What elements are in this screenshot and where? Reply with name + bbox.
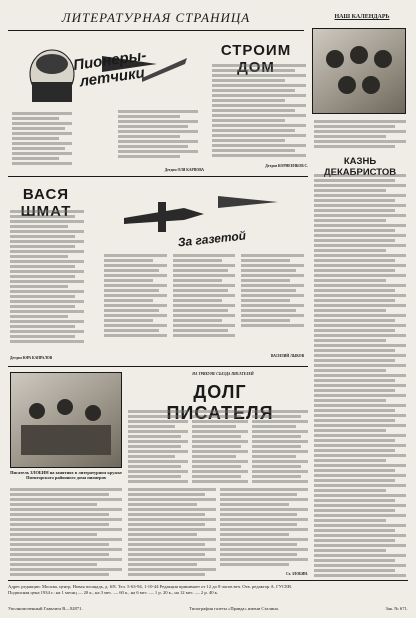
footer-imprint xyxy=(8,584,408,608)
congress-banner: НА ТРИБУНЕ СЪЕЗДА ПИСАТЕЛЕЙ xyxy=(192,372,254,376)
photo-caption: Писатель ЗЛОБИН на занятиях в литературном кружке Пятигорского районного дома пионеров xyxy=(10,470,122,481)
vasya-text xyxy=(10,208,84,358)
footer-line2: Подписная цена 1934 г.: на 1 месяц — 20 к., на 3 мес. — 60 к., на 6 мес. — 1 р. 20 к., на 12 мес. — 2 р. 40 к. xyxy=(8,589,219,595)
build-house-author: Детдом КОРНЕЕНКОВ С. xyxy=(265,164,308,168)
lower-rule xyxy=(8,366,308,367)
duty-text-col3 xyxy=(252,408,308,484)
vasya-author: Детдом ЮРА КАПРАЛОВ xyxy=(10,356,53,360)
duty-text-col2 xyxy=(192,408,248,484)
poem-right-column xyxy=(118,108,198,168)
writer-photo xyxy=(10,372,122,468)
newspaper-page xyxy=(8,4,408,612)
pioneers-title: Пионеры-летчики xyxy=(72,46,148,91)
duty-author: Ст. ЗЛОБИН. xyxy=(286,572,308,576)
footer-left: Уполномоченный Главлита В—92871. xyxy=(8,606,83,611)
poem-left-column xyxy=(12,110,72,170)
footer-bottom xyxy=(8,606,408,614)
decembrists-text xyxy=(314,172,406,578)
duty-title: ДОЛГ ПИСАТЕЛЯ xyxy=(166,382,274,423)
duty-body-col-right xyxy=(220,486,308,570)
footer-center: Типография газеты «Правда» имени Сталина. xyxy=(189,606,279,611)
newspaper-author: ВАСИЛИЙ ЛЫКОВ xyxy=(270,354,304,358)
newspaper-poem xyxy=(104,252,304,352)
vasya-title: ВАСЯ ШМАТ xyxy=(20,186,72,220)
footer-rule xyxy=(8,580,408,581)
middle-rule xyxy=(8,176,308,177)
build-house-title: СТРОИМ ДОМ xyxy=(220,42,292,76)
decembrists-title: КАЗНЬ ДЕКАБРИСТОВ xyxy=(323,156,397,178)
footer-line1: Адрес редакции: Москва, центр, Новая площадь, д. 6/8. Тел. 5-63-94, 1-10-44 Редакция принимает от 12 до 8 часов веч. Отв. редактор А. ГУСЕВ. xyxy=(8,584,293,589)
photo-drawing xyxy=(11,373,121,467)
page-banner: ЛИТЕРАТУРНАЯ СТРАНИЦА xyxy=(61,10,251,25)
duty-text-col1 xyxy=(128,408,188,484)
newspaper-title: За газетой xyxy=(177,228,247,250)
decembrists-portrait xyxy=(312,28,406,114)
calendar-title: НАШ КАЛЕНДАРЬ xyxy=(334,14,390,20)
decembrists-intro xyxy=(314,118,406,154)
banner-rule xyxy=(8,30,304,31)
duty-body-col-mid xyxy=(128,486,216,578)
duty-body-col-left xyxy=(10,486,122,578)
portrait-drawing xyxy=(313,29,405,113)
footer-right: Зак. № 671. xyxy=(385,606,408,611)
poem1-author: Детдом ОЛЯ КАРПОВА xyxy=(164,168,204,172)
build-house-text xyxy=(212,62,306,162)
